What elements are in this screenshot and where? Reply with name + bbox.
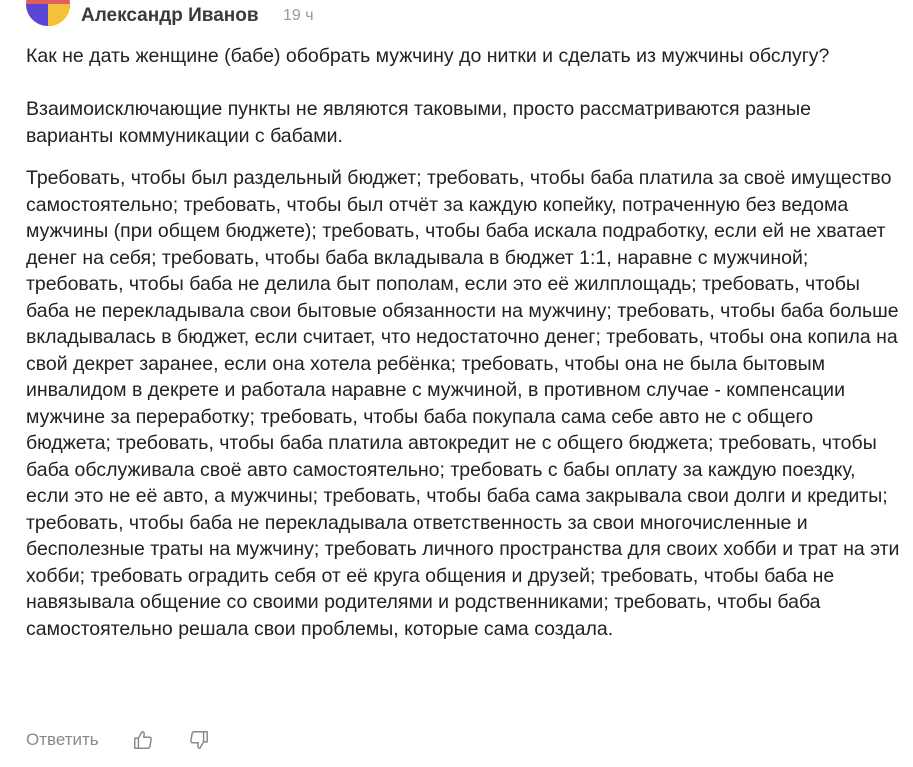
comment-body: Требовать, чтобы был раздельный бюджет; требовать, чтобы баба платила за своё имущество самостоятельно; требовать, чтобы был отчёт за каждую копейку, потраченную без ведома мужчины (при общем бюджете); требовать, чтобы баба искала подработку, если ей не хватает денег на себя; требовать, чтобы баба вкладывала в бюджет 1:1, наравне с мужчиной; требовать, чтобы баба не делила быт пополам, если это её жилплощадь; требовать, чтобы баба не перекладывала свои бытовые обязанности на мужчину; требовать, чтобы баба больше вкладывалась в бюджет, если считает, что недостаточно денег; требовать, чтобы она копила на свой декрет заранее, если она хотела ребёнка; требовать, чтобы она не была бытовым инвалидом в декрете и работала наравне с мужчиной, в противном случае - компенсации мужчине за переработку; требовать, чтобы баба покупала сама себе авто не с общего бюджета; требовать, чтобы баба платила автокредит не с общего бюджета; требовать, чтобы баба обслуживала своё авто самостоятельно; требовать с бабы оплату за каждую поездку, если это не её авто, а мужчины; требовать, чтобы баба сама закрывала свои долги и кредиты; требовать, чтобы баба не перекладывала ответственность за свои многочисленные и бесполезные траты на мужчину; требовать личного пространства для своих хобби и трат на эти хобби; требовать оградить себя от её круга общения и друзей; требовать, чтобы баба не навязывала общение со своими родителями и родственниками; требовать, чтобы баба самостоятельно решала свои проблемы, которые сама создала. [26, 167, 900, 640]
like-button[interactable] [131, 728, 155, 752]
author-name[interactable]: Александр Иванов [81, 5, 259, 26]
comment-note: Взаимоисключающие пункты не являются таковыми, просто рассматриваются разные варианты коммуникации с бабами. [26, 98, 811, 147]
dislike-button[interactable] [187, 728, 211, 752]
thumbs-up-icon [132, 729, 154, 751]
thumbs-down-icon [188, 729, 210, 751]
comment-question: Как не дать женщине (бабе) обобрать мужчину до нитки и сделать из мужчины обслугу? [26, 45, 830, 67]
reply-button[interactable]: Ответить [26, 730, 99, 749]
avatar-shape [48, 4, 70, 26]
avatar[interactable] [26, 0, 70, 26]
comment-actions [26, 727, 243, 753]
comment-time: 19 ч [283, 7, 314, 24]
